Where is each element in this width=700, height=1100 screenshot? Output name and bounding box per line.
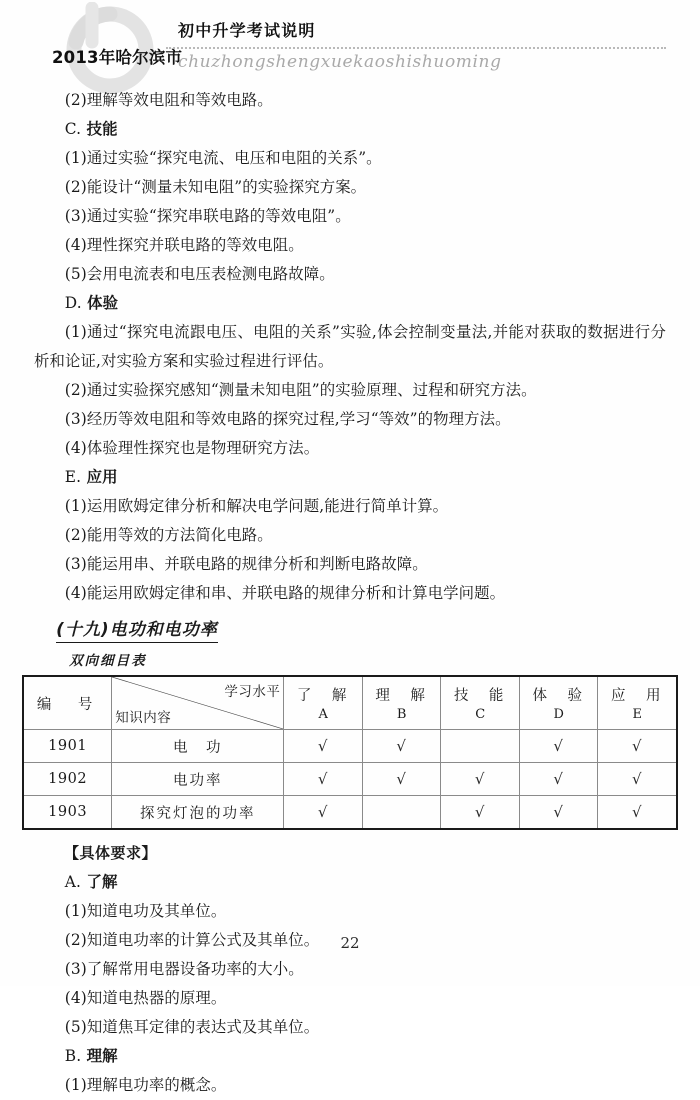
subsection-letter-e: E.: [64, 468, 82, 486]
table-row: [23, 763, 677, 796]
paragraph: (1)通过实验“探究电流、电压和电阻的关系”。: [64, 149, 382, 167]
cell-name: 电功率: [112, 763, 284, 796]
spec-table-wrap: [0, 675, 700, 830]
subsection-heading-e: [34, 463, 666, 492]
subsection-label-c: 技能: [86, 120, 118, 138]
header-pinyin: chuzhongshengxuekaoshishuoming: [178, 52, 502, 72]
paragraph: (5)会用电流表和电压表检测电路故障。: [64, 265, 335, 283]
paragraph: (1)通过“探究电流跟电压、电阻的关系”实验,体会控制变量法,并能对获取的数据进行分析和论证,对实验方案和实验过程进行评估。: [34, 323, 666, 370]
paragraph: (4)体验理性探究也是物理研究方法。: [64, 439, 320, 457]
col-header-d: [519, 676, 598, 730]
col-header-e-letter: E: [632, 707, 642, 722]
req-subsection-heading-a: [34, 868, 666, 897]
paragraph: (3)经历等效电阻和等效电路的探究过程,学习“等效”的物理方法。: [64, 410, 511, 428]
table-header-row: [23, 676, 677, 730]
paragraph: (3)能运用串、并联电路的规律分析和判断电路故障。: [64, 555, 428, 573]
col-header-diagonal: [112, 676, 284, 730]
col-header-d-label: 体 验: [532, 688, 585, 704]
table-row: [23, 796, 677, 830]
subsection-label-d: 体验: [87, 294, 119, 312]
page-content: [0, 86, 700, 671]
paragraph: (4)知道电热器的原理。: [64, 989, 227, 1007]
col-header-id-label: 编 号: [36, 696, 99, 713]
paragraph: (2)能用等效的方法简化电路。: [64, 526, 273, 544]
col-header-e-label: 应 用: [610, 688, 664, 704]
cell-level-d: √: [519, 796, 598, 830]
subsection-heading-c: [34, 115, 666, 144]
cell-level-e: √: [598, 730, 677, 763]
subsection-heading-d: [34, 289, 666, 318]
page-number: 22: [340, 934, 360, 952]
cell-level-c: √: [441, 796, 520, 830]
requirements-section: [0, 839, 700, 1100]
header-city-year: 2013年哈尔滨市: [52, 48, 183, 67]
cell-name: 探究灯泡的功率: [112, 796, 284, 830]
paragraph: (1)知道电功及其单位。: [64, 902, 227, 920]
paragraph: (2)理解等效电阻和等效电路。: [64, 91, 273, 109]
req-subsection-heading-b: [34, 1042, 666, 1071]
subsection-letter-d: D.: [64, 294, 82, 312]
col-header-a-letter: A: [318, 707, 328, 722]
paragraph: (3)通过实验“探究串联电路的等效电阻”。: [64, 207, 351, 225]
col-header-b-label: 理 解: [375, 688, 428, 704]
col-header-a: [284, 676, 363, 730]
req-subsection-label-b: 理解: [86, 1047, 118, 1065]
page-title: 初中升学考试说明: [178, 21, 316, 40]
cell-id: 1901: [23, 730, 112, 763]
cell-level-e: √: [598, 763, 677, 796]
table-row: [23, 730, 677, 763]
paragraph: (4)能运用欧姆定律和串、并联电路的规律分析和计算电学问题。: [64, 584, 506, 602]
cell-level-c: [441, 730, 520, 763]
cell-id: 1903: [23, 796, 112, 830]
col-header-e: [598, 676, 677, 730]
col-header-c-letter: C: [475, 707, 486, 722]
col-header-b: [362, 676, 441, 730]
subsection-label-e: 应用: [86, 468, 118, 486]
paragraph: (1)运用欧姆定律分析和解决电学问题,能进行简单计算。: [64, 497, 449, 515]
req-subsection-label-a: 了解: [86, 873, 118, 891]
col-header-b-letter: B: [396, 707, 407, 722]
section-title: [34, 615, 666, 645]
col-header-id: [23, 676, 112, 730]
header-divider: [166, 47, 666, 49]
cell-level-a: √: [284, 730, 363, 763]
cell-level-c: √: [441, 763, 520, 796]
requirements-heading: 【具体要求】: [64, 844, 158, 862]
page-header: [0, 0, 700, 86]
paragraph: (2)通过实验探究感知“测量未知电阻”的实验原理、过程和研究方法。: [64, 381, 537, 399]
paragraph: (2)知道电功率的计算公式及其单位。: [64, 931, 320, 949]
cell-level-b: √: [362, 730, 441, 763]
cell-level-a: √: [284, 763, 363, 796]
section-title-text: (十九)电功和电功率: [56, 620, 218, 643]
table-caption: 双向细目表: [69, 653, 147, 669]
req-subsection-letter-b: B.: [64, 1047, 82, 1065]
req-subsection-letter-a: A.: [64, 873, 82, 891]
diagonal-bottom-left-label: 知识内容: [115, 710, 172, 726]
cell-name: 电 功: [112, 730, 284, 763]
cell-level-a: √: [284, 796, 363, 830]
cell-level-b: √: [362, 763, 441, 796]
col-header-c-label: 技 能: [453, 688, 507, 704]
paragraph: (2)能设计“测量未知电阻”的实验探究方案。: [64, 178, 367, 196]
paragraph: (4)理性探究并联电路的等效电阻。: [64, 236, 304, 254]
cell-level-d: √: [519, 763, 598, 796]
diagonal-top-right-label: 学习水平: [224, 684, 281, 700]
cell-level-b: [362, 796, 441, 830]
col-header-a-label: 了 解: [296, 688, 350, 704]
paragraph: (5)知道焦耳定律的表达式及其单位。: [64, 1018, 320, 1036]
cell-level-e: √: [598, 796, 677, 830]
paragraph: (3)了解常用电器设备功率的大小。: [64, 960, 304, 978]
subsection-letter-c: C.: [64, 120, 82, 138]
col-header-c: [441, 676, 520, 730]
col-header-d-letter: D: [553, 707, 564, 722]
paragraph: (1)理解电功率的概念。: [64, 1076, 227, 1094]
cell-level-d: √: [519, 730, 598, 763]
cell-id: 1902: [23, 763, 112, 796]
two-way-spec-table: [22, 675, 678, 830]
